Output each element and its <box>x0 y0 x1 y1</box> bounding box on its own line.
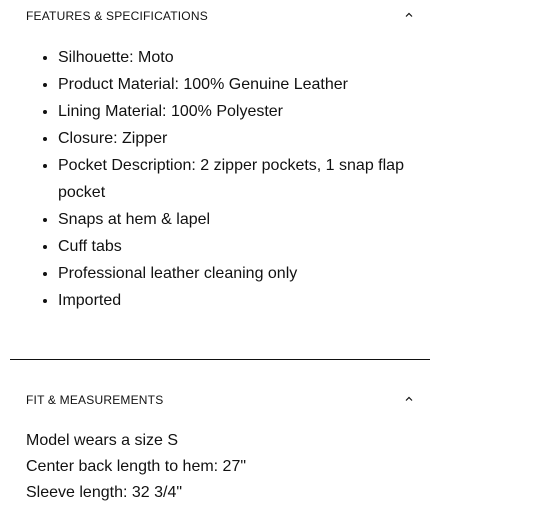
fit-measurements <box>26 428 246 506</box>
features-list-item: • Silhouette: Moto <box>58 44 406 71</box>
features-list-item: • Lining Material: 100% Polyester <box>58 98 406 125</box>
fit-line: Model wears a size S <box>26 432 179 449</box>
section-divider <box>10 359 430 360</box>
features-title: FEATURES & SPECIFICATIONS <box>26 9 208 23</box>
features-list-item: • Closure: Zipper <box>58 125 406 152</box>
features-list-item: • Professional leather cleaning only <box>58 260 406 287</box>
fit-section <box>10 384 430 501</box>
features-list-item: • Pocket Description: 2 zipper pockets, 1 snap flap pocket <box>58 152 406 206</box>
chevron-up-icon[interactable] <box>404 10 414 20</box>
features-list-item: • Snaps at hem & lapel <box>58 206 406 233</box>
features-list-item: • Cuff tabs <box>58 233 406 260</box>
fit-accordion-header[interactable] <box>10 384 430 416</box>
fit-line: Sleeve length: 32 3/4" <box>26 484 183 501</box>
features-section <box>10 0 430 309</box>
fit-title: FIT & MEASUREMENTS <box>26 393 164 407</box>
fit-line: Center back length to hem: 27" <box>26 458 247 475</box>
features-list <box>26 44 406 314</box>
features-list-item: • Product Material: 100% Genuine Leather <box>58 71 406 98</box>
chevron-up-icon[interactable] <box>404 394 414 404</box>
features-list-item: • Imported <box>58 287 406 314</box>
features-accordion-header[interactable] <box>10 0 430 32</box>
